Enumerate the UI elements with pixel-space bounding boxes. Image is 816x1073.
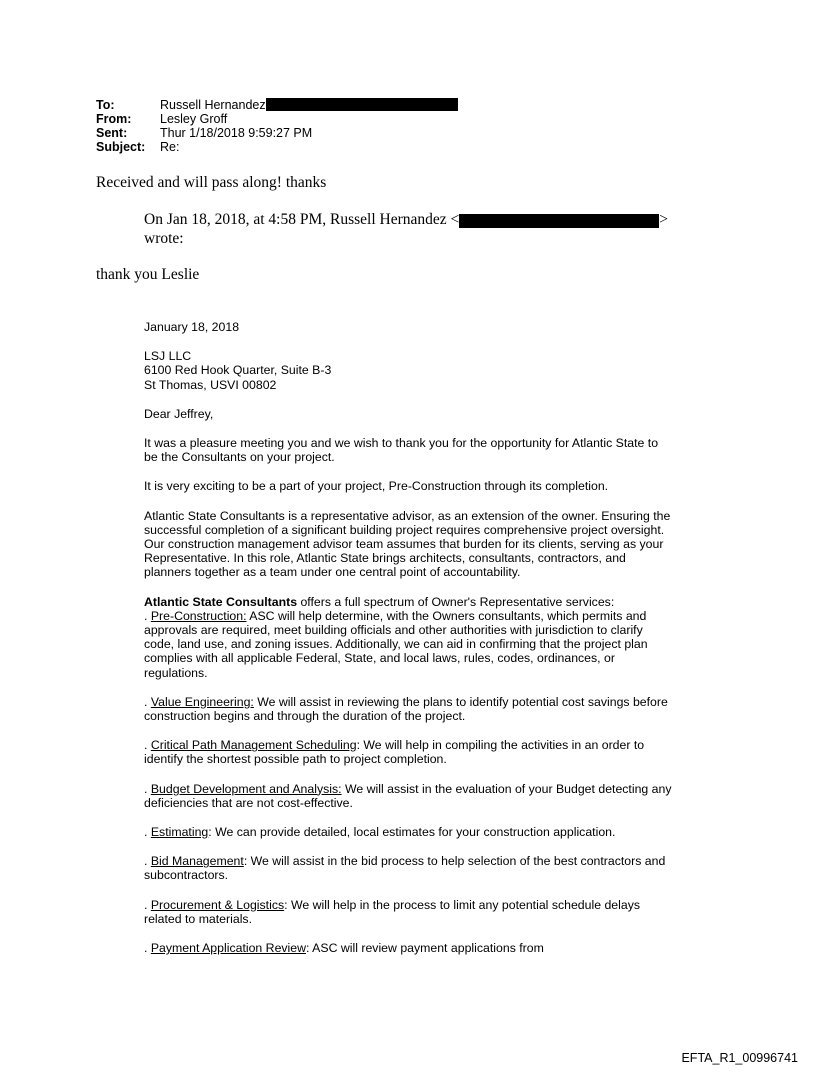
letter-address: [144, 349, 674, 392]
service-item: [144, 854, 674, 882]
letter-paragraph: It is very exciting to be a part of your project, Pre-Construction through its completion.: [144, 479, 609, 494]
service-text: : We can provide detailed, local estimates for your construction application.: [208, 825, 616, 840]
service-item: [144, 695, 674, 723]
quoted-intro-line1: [144, 211, 668, 229]
service-item: [144, 782, 674, 810]
service-text: : We will help in compiling the activities in an order to identify the shortest possible path to project completion.: [144, 738, 645, 767]
quoted-intro-line2: wrote:: [144, 230, 184, 247]
service-title: Estimating: [150, 825, 209, 840]
service-text: : ASC will review payment applications from: [306, 941, 544, 956]
sent-value: Thur 1/18/2018 9:59:27 PM: [160, 126, 313, 140]
item-prefix: .: [144, 825, 151, 840]
letter-date: January 18, 2018: [144, 320, 240, 334]
service-item: [144, 738, 674, 766]
quoted-intro-text: On Jan 18, 2018, at 4:58 PM, Russell Hernandez <: [144, 211, 460, 228]
service-title: Pre-Construction:: [150, 608, 247, 623]
services-section: [144, 595, 674, 680]
letter-body: [144, 320, 674, 970]
subject-value: Re:: [160, 140, 180, 154]
service-title: Critical Path Management Scheduling: [150, 738, 357, 753]
service-title: Procurement & Logistics: [150, 897, 285, 912]
item-prefix: .: [144, 941, 151, 956]
from-value: Lesley Groff: [160, 112, 228, 126]
address-line: St Thomas, USVI 00802: [144, 377, 277, 392]
service-title: Budget Development and Analysis:: [150, 781, 342, 796]
address-line: 6100 Red Hook Quarter, Suite B-3: [144, 363, 332, 378]
service-text: We will assist in the evaluation of your Budget detecting any deficiencies that are not cost-effective.: [144, 781, 672, 810]
item-prefix: .: [144, 897, 151, 912]
reply-body: Received and will pass along! thanks: [96, 174, 327, 191]
to-value: [160, 98, 458, 112]
redaction-bar: [266, 98, 458, 111]
to-name: Russell Hernandez: [160, 98, 266, 112]
email-header: [96, 98, 516, 158]
item-prefix: .: [144, 694, 151, 709]
service-item: [144, 609, 648, 680]
document-id: EFTA_R1_00996741: [681, 1051, 798, 1065]
item-prefix: .: [144, 738, 151, 753]
service-text: : We will help in the process to limit any potential schedule delays related to materials.: [144, 897, 641, 926]
quoted-intro-close: >: [659, 211, 669, 228]
from-label: From:: [96, 112, 132, 126]
quoted-body: thank you Leslie: [96, 266, 200, 283]
item-prefix: .: [144, 781, 151, 796]
redaction-bar: [459, 214, 659, 228]
to-label: To:: [96, 98, 115, 112]
services-intro: offers a full spectrum of Owner's Representative services:: [297, 594, 615, 609]
service-title: Value Engineering:: [150, 694, 254, 709]
service-text: We will assist in reviewing the plans to identify potential cost savings before construction begins and through the duration of the project.: [144, 694, 668, 724]
service-text: : We will assist in the bid process to help selection of the best contractors and subcontractors.: [144, 854, 666, 883]
service-title: Bid Management: [150, 854, 244, 869]
address-line: LSJ LLC: [144, 349, 192, 364]
letter-paragraph: It was a pleasure meeting you and we wish to thank you for the opportunity for Atlantic State to be the Consultants on your project.: [144, 436, 659, 465]
service-title: Payment Application Review: [150, 941, 307, 956]
subject-label: Subject:: [96, 140, 146, 154]
service-item: [144, 825, 674, 839]
sent-label: Sent:: [96, 126, 128, 140]
service-text: ASC will help determine, with the Owners consultants, which permits and approvals are required, meet building officials and other authorities with jurisdiction to clarify code, land use, and zoning issues. Additionally, we can aid in confirming that the project plan complies with all applicable Federal, State, and local laws, rules, codes, ordinances, or regulations.: [144, 608, 648, 680]
services-company: Atlantic State Consultants: [144, 594, 298, 609]
letter-salutation: Dear Jeffrey,: [144, 406, 214, 421]
item-prefix: .: [144, 854, 151, 869]
item-prefix: .: [144, 608, 151, 623]
service-item: [144, 898, 674, 926]
letter-paragraph: Atlantic State Consultants is a representative advisor, as an extension of the owner. Ensuring the successful completion of a significant building project requires comprehensive project oversight. Our construction management advisor team assumes that burden for its clients, serving as your Representative. In this role, Atlantic State brings architects, consultants, contractors, and planners together as a team under one central point of accountability.: [144, 508, 671, 580]
service-item: [144, 941, 674, 955]
